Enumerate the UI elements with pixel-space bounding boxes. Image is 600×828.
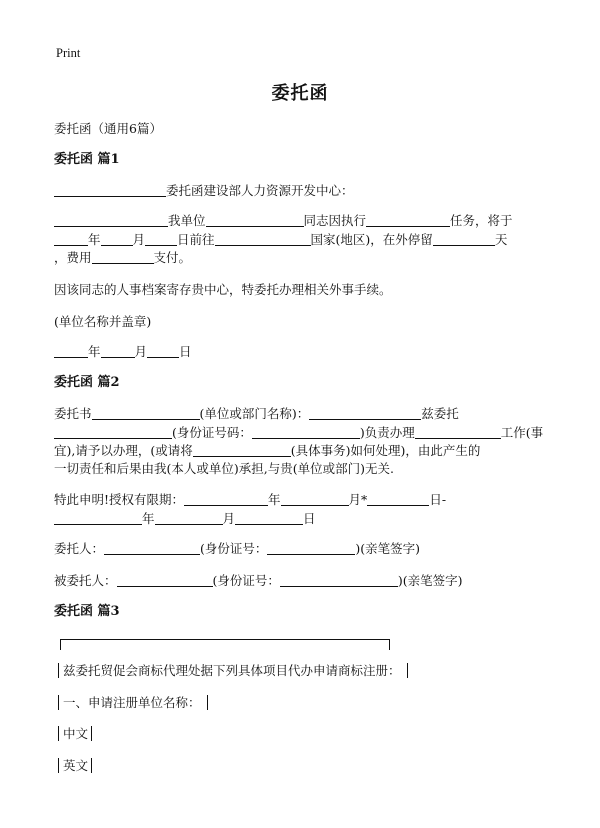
blank-field	[215, 231, 311, 246]
blank-field	[147, 343, 179, 358]
text-span: 委托书	[54, 406, 92, 421]
blank-field	[280, 572, 398, 587]
text-span: 月*	[348, 492, 368, 507]
blank-field	[54, 510, 142, 525]
blank-field	[54, 424, 172, 439]
table-row-4	[58, 756, 92, 776]
text-span: 我单位	[168, 213, 206, 228]
blank-field	[433, 231, 495, 246]
document-subtitle: 委托函（通用6篇）	[54, 121, 162, 136]
blank-field	[184, 491, 268, 506]
text-span: (身份证号：	[200, 541, 268, 556]
text-span: 一、申请注册单位名称：	[63, 695, 201, 710]
blank-field	[92, 249, 154, 264]
blank-field	[54, 343, 88, 358]
p2-line-3	[54, 441, 480, 461]
table-border	[91, 726, 92, 741]
text-span: 日前往	[177, 232, 215, 247]
text-span: 天	[494, 232, 508, 247]
text-span: 任务，将于	[450, 213, 513, 228]
table-frame-top	[60, 639, 390, 650]
blank-field	[235, 510, 303, 525]
blank-field	[101, 231, 133, 246]
text-span: 月	[134, 344, 148, 359]
p1-line-1	[54, 181, 354, 201]
text-span: 特此申明!授权有限期：	[54, 492, 185, 507]
p1-line-3	[54, 230, 507, 250]
table-row-2	[58, 693, 208, 713]
text-span: 工作(事	[500, 425, 544, 440]
text-span: (身份证号：	[212, 573, 280, 588]
table-border	[407, 663, 408, 678]
blank-field	[252, 424, 360, 439]
blank-field	[193, 442, 291, 457]
text-span: )(亲笔签字)	[355, 541, 421, 556]
blank-field	[309, 405, 421, 420]
text-span: 年	[88, 344, 101, 359]
table-border	[58, 695, 59, 710]
text-span: 英文	[63, 758, 89, 773]
blank-field	[415, 424, 501, 439]
p2-line-6	[54, 509, 316, 529]
blank-field	[155, 510, 223, 525]
blank-field	[101, 343, 135, 358]
blank-field	[92, 405, 200, 420]
table-border	[91, 758, 92, 773]
p2-line-8	[54, 571, 463, 591]
text-span: (具体事务)如何处理)，由此产生的	[290, 443, 481, 458]
blank-field	[206, 212, 304, 227]
text-span: 日	[303, 511, 316, 526]
p2-line-5	[54, 490, 446, 510]
text-span: (单位或部门名称)：	[199, 406, 310, 421]
text-span: 支付。	[153, 250, 192, 265]
table-border	[58, 726, 59, 741]
blank-field	[366, 212, 450, 227]
p1-line-2	[54, 211, 513, 231]
text-span: 被委托人：	[54, 573, 117, 588]
text-span: 兹委托	[421, 406, 459, 421]
table-border	[207, 695, 208, 710]
blank-field	[145, 231, 177, 246]
table-row-1	[58, 661, 408, 681]
blank-field	[367, 491, 429, 506]
text-span: (身份证号码：	[172, 425, 252, 440]
text-span: ，费用	[54, 250, 92, 265]
blank-field	[267, 540, 355, 555]
section-heading-2: 委托函 篇2	[54, 375, 120, 390]
p2-line-7	[54, 539, 420, 559]
p1-line-4	[54, 248, 191, 268]
blank-field	[281, 491, 349, 506]
section-heading-1: 委托函 篇1	[54, 152, 120, 167]
text-span: 委托函建设部人力资源开发中心：	[166, 183, 354, 198]
blank-field	[117, 572, 213, 587]
p1-line-7	[54, 342, 192, 362]
text-span: )(亲笔签字)	[397, 573, 463, 588]
text-span: 宜),请予以办理，(或请将	[54, 443, 193, 458]
blank-field	[54, 212, 168, 227]
blank-field	[104, 540, 200, 555]
print-link[interactable]: Print	[56, 46, 81, 60]
text-span: 月	[222, 511, 236, 526]
document-title: 委托函	[271, 83, 329, 104]
text-span: 日	[179, 344, 192, 359]
blank-field	[54, 231, 88, 246]
blank-field	[54, 182, 166, 197]
p1-line-6: (单位名称并盖章)	[54, 314, 152, 329]
p2-line-4: 一切责任和后果由我(本人或单位)承担,与贵(单位或部门)无关.	[54, 461, 394, 476]
text-span: 兹委托贸促会商标代理处据下列具体项目代办申请商标注册：	[63, 663, 401, 678]
text-span: 同志因执行	[303, 213, 367, 228]
p1-line-5: 因该同志的人事档案寄存贵中心，特委托办理相关外事手续。	[54, 282, 392, 297]
table-row-3	[58, 724, 92, 744]
table-border	[58, 758, 59, 773]
p2-line-1	[54, 404, 459, 424]
section-heading-3: 委托函 篇3	[54, 604, 120, 619]
text-span: 月	[132, 232, 146, 247]
text-span: 年	[88, 232, 101, 247]
text-span: 国家(地区)，在外停留	[310, 232, 433, 247]
p2-line-2	[54, 423, 543, 443]
text-span: 委托人：	[54, 541, 105, 556]
text-span: 年	[142, 511, 155, 526]
table-border	[58, 663, 59, 678]
text-span: 日-	[429, 492, 447, 507]
text-span: )负责办理	[359, 425, 415, 440]
text-span: 中文	[63, 726, 89, 741]
text-span: 年	[268, 492, 281, 507]
